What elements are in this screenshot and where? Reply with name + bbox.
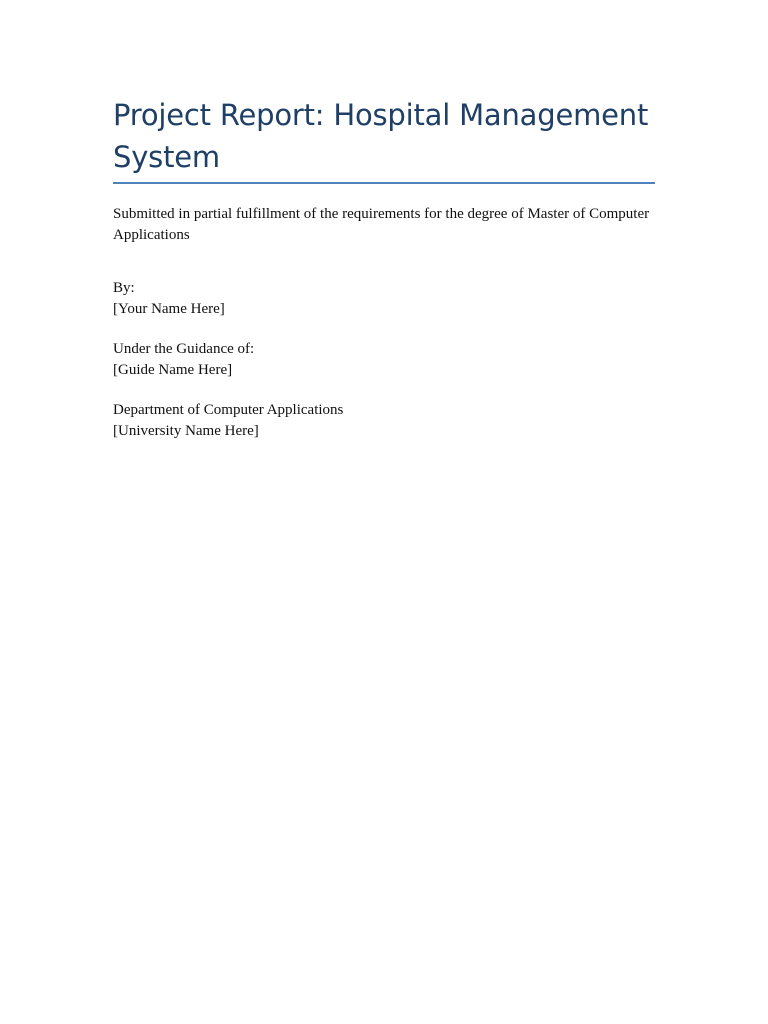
guide-label: Under the Guidance of:: [113, 341, 255, 357]
author-block: [113, 278, 655, 319]
document-content: [113, 94, 655, 441]
document-title: Project Report: Hospital Management System: [113, 98, 649, 174]
author-name: [Your Name Here]: [113, 300, 225, 317]
institution-block: [113, 400, 655, 441]
department-name: Department of Computer Applications: [113, 402, 344, 418]
guide-block: [113, 339, 655, 380]
author-label: By:: [113, 280, 135, 296]
title-underline: [113, 182, 655, 184]
document-subtitle: Submitted in partial fulfillment of the requirements for the degree of Master of Computer Applications: [113, 206, 650, 243]
university-name: [University Name Here]: [113, 422, 259, 439]
guide-name: [Guide Name Here]: [113, 361, 233, 378]
